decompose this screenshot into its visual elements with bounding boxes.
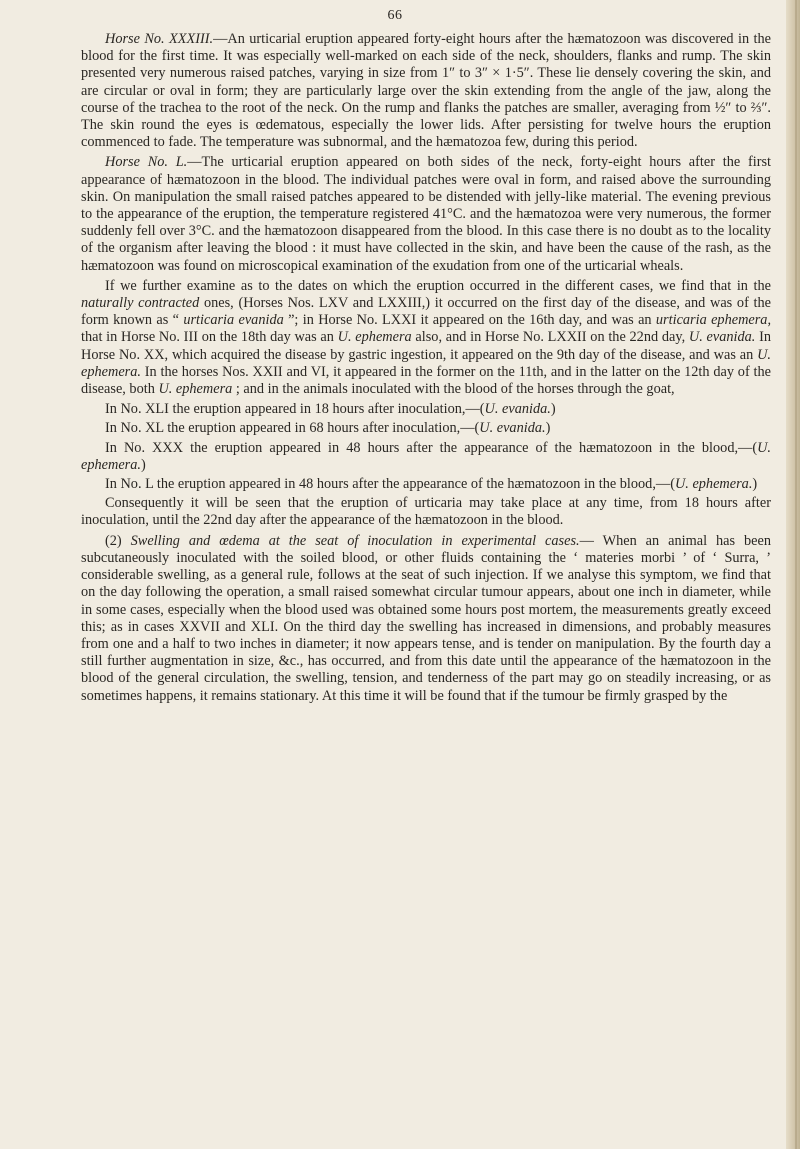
italic-run: urticaria evanida [183, 312, 284, 329]
paragraph-horse-33 [81, 31, 771, 151]
italic-run: U. evanida. [688, 329, 756, 346]
paragraph-no-41 [81, 401, 771, 418]
text-run: also, and in Horse No. LXXII on the 22nd day, [411, 329, 689, 346]
text-run: that in Horse No. III on the 18th day was an [81, 329, 338, 346]
text-run: ”; in Horse No. LXXI it appeared on the 16th day, and was an [283, 312, 656, 329]
paragraph-swelling [81, 533, 771, 705]
text-run: In the horses Nos. XXII and VI, it appeared in the former on the 11th, and in the latter on the 12th day of the disease, both [81, 363, 771, 398]
page-edge-shadow [786, 0, 800, 1149]
text-run: In No. XL the eruption appeared in 68 hours after inoculation,—( [105, 420, 480, 437]
text-run: In No. XXX the eruption appeared in 48 hours after the appearance of the hæmatozoon in the blood,—( [105, 439, 758, 456]
text-run: ) [545, 420, 551, 437]
text-run: ) [550, 401, 556, 418]
text-run: Consequently it will be seen that the eruption of urticaria may take place at any time, from 18 hours after inoculation, until the 22nd day after the appearance of the hæmatozoon in the blood. [81, 495, 771, 529]
paragraph-no-40 [81, 420, 771, 437]
text-run: ) [752, 476, 758, 493]
text-run: — When an animal has been subcutaneously inoculated with the soiled blood, or other fluids containing the ‘ materies morbi ’ of ‘ Surra, ’ considerable swelling, as a general rule, follows at the seat of such injection. If we analyse this symptom, we find that on the day following the operation, a small raised somewhat circular tumour appears, about one inch in diameter, while in some cases, especially when the blood used was obtained some hours post mortem, the measurements greatly exceed this; as in cases XXVII and XLI. On the third day the swelling has increased in dimensions, and probably measures from one and a half to two inches in diameter; it now appears tense, and is tender on manipulation. By the fourth day a still further augmentation in size, &c., has occurred, and from this date until the appearance of the hæmatozoon in the blood of the general circulation, the swelling, tension, and tenderness of the part may go on steadily increasing, or as sometimes happens, it remains stationary. At this time it will be found that if the tumour be firmly grasped by the [81, 532, 772, 704]
text-run: In Horse No. XX, which acquired the disease by gastric ingestion, it appeared on the 9th day of the disease, and was an [81, 329, 771, 363]
italic-run: U. evanida. [479, 420, 546, 437]
text-run: —An urticarial eruption appeared forty-eight hours after the hæmatozoon was discovered in the blood for the first time. It was especially well-marked on each side of the neck, shoulders, flanks and rump. The skin presented very numerous raised patches, varying in size from 1″ to 3″ × 1·5″. These lie densely covering the skin, and are circular or oval in form; they are particularly large over the skin extending from the angle of the jaw, along the course of the trachea to the root of the neck. On the rump and flanks the patches are smaller, averaging from ½″ to ⅔″. The skin round the eyes is œdematous, especially the lower lids. After persisting for twelve hours the eruption commenced to fade. The temperature was subnormal, and the hæmatozoa few, during this period. [81, 31, 771, 151]
italic-run: U. ephemera [158, 381, 233, 398]
text-run: ; and in the animals inoculated with the blood of the horses through the goat, [232, 381, 675, 398]
italic-run: urticaria ephemera, [655, 312, 772, 329]
text-run: —The urticarial eruption appeared on both sides of the neck, forty-eight hours after the first appearance of hæmatozoon in the blood. The individual patches were oval in form, and raised above the surrounding skin. On manipulation the small raised patches appeared to be distended with jelly-like material. The evening previous to the appearance of the eruption, the temperature registered 41°C. and the hæmatozoa were very numerous, the former suddenly fell over 3°C. and the hæmatozoon disappeared from the blood. In this case there is no doubt as to the locality of the organism after leaving the blood : it must have collected in the skin, and have been the cause of the rash, as the hæmatozoon was found on microscopical examination of the exudation from one of the urticarial wheals. [81, 154, 771, 274]
text-run: In No. L the eruption appeared in 48 hours after the appearance of the hæmatozoon in the blood,—( [105, 476, 675, 493]
paragraph-no-30 [81, 440, 771, 474]
italic-run: U. ephemera. [81, 346, 771, 380]
paragraph-consequently [81, 495, 771, 529]
paragraph-horse-50 [81, 154, 771, 274]
text-run: In No. XLI the eruption appeared in 18 hours after inoculation,—( [105, 401, 485, 418]
text-run: ) [140, 456, 146, 473]
italic-run: Horse No. L. [105, 154, 188, 171]
italic-run: Swelling and œdema at the seat of inoculation in experimental cases. [130, 532, 580, 549]
italic-run: U. ephemera. [674, 476, 753, 493]
page-number: 66 [387, 8, 403, 23]
italic-run: U. ephemera [337, 329, 412, 346]
italic-run: naturally contracted [81, 295, 200, 312]
italic-run: U. ephemera. [81, 439, 771, 473]
paragraph-dates [81, 278, 771, 398]
text-run: (2) [105, 532, 131, 549]
paragraph-no-50 [81, 476, 771, 493]
text-run: If we further examine as to the dates on which the eruption occurred in the different cases, we find that in the [105, 277, 771, 294]
italic-run: U. evanida. [484, 401, 551, 418]
text-run: ones, (Horses Nos. LXV and LXXIII,) it occurred on the first day of the disease, and was of the form known as “ [81, 295, 771, 329]
body-text [81, 31, 771, 708]
italic-run: Horse No. XXXIII. [105, 31, 214, 47]
